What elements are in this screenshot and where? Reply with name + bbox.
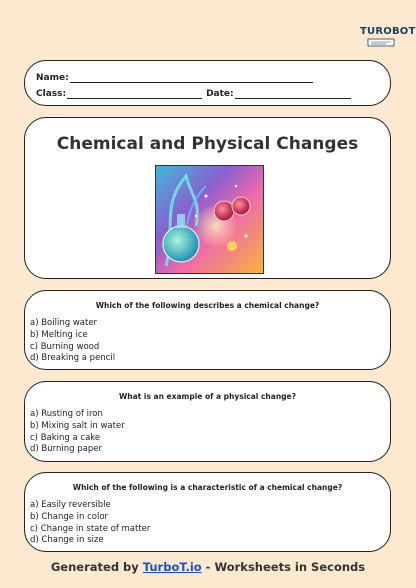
answer-options <box>30 500 150 547</box>
answer-option[interactable]: d) Change in size <box>30 535 104 546</box>
question-text: Which of the following is a characteristic of a chemical change? <box>72 483 343 492</box>
answer-option[interactable]: d) Burning paper <box>30 444 102 455</box>
class-label: Class: <box>36 89 67 99</box>
question-card-1 <box>24 290 391 370</box>
worksheet-title: Chemical and Physical Changes <box>56 134 359 154</box>
question-card-3 <box>24 472 391 552</box>
date-label: Date: <box>206 89 234 99</box>
turobot-logo <box>358 20 416 48</box>
answer-options <box>30 409 125 456</box>
footer-suffix: - Worksheets in Seconds <box>201 560 366 574</box>
date-field[interactable] <box>235 88 351 99</box>
paper-stack-icon <box>366 38 396 48</box>
answer-option[interactable]: c) Change in state of matter <box>30 523 151 534</box>
answer-option[interactable]: b) Mixing salt in water <box>30 420 125 431</box>
turobot-link[interactable]: TurboT.io <box>142 560 202 574</box>
name-row <box>36 72 313 83</box>
answer-option[interactable]: c) Burning wood <box>30 341 100 352</box>
name-label: Name: <box>36 73 69 83</box>
logo-text: TUROBOT <box>360 26 416 37</box>
question-card-2 <box>24 381 391 462</box>
answer-option[interactable]: c) Baking a cake <box>30 432 101 443</box>
question-text: What is an example of a physical change? <box>119 392 296 401</box>
class-field[interactable] <box>67 88 202 99</box>
title-card <box>24 117 391 279</box>
answer-option[interactable]: b) Melting ice <box>30 329 88 340</box>
answer-option[interactable]: a) Rusting of iron <box>30 409 103 419</box>
student-info-card <box>24 60 391 106</box>
name-field[interactable] <box>70 72 313 83</box>
footer <box>0 560 416 574</box>
answer-option[interactable]: d) Breaking a pencil <box>30 353 116 364</box>
chemistry-illustration-icon <box>155 165 264 274</box>
answer-option[interactable]: b) Change in color <box>30 511 109 522</box>
answer-option[interactable]: a) Easily reversible <box>30 500 111 510</box>
answer-option[interactable]: a) Boiling water <box>30 318 98 328</box>
class-date-row <box>36 88 351 99</box>
answer-options <box>30 318 115 365</box>
question-text: Which of the following describes a chemical change? <box>95 301 320 310</box>
footer-prefix: Generated by <box>50 560 143 574</box>
